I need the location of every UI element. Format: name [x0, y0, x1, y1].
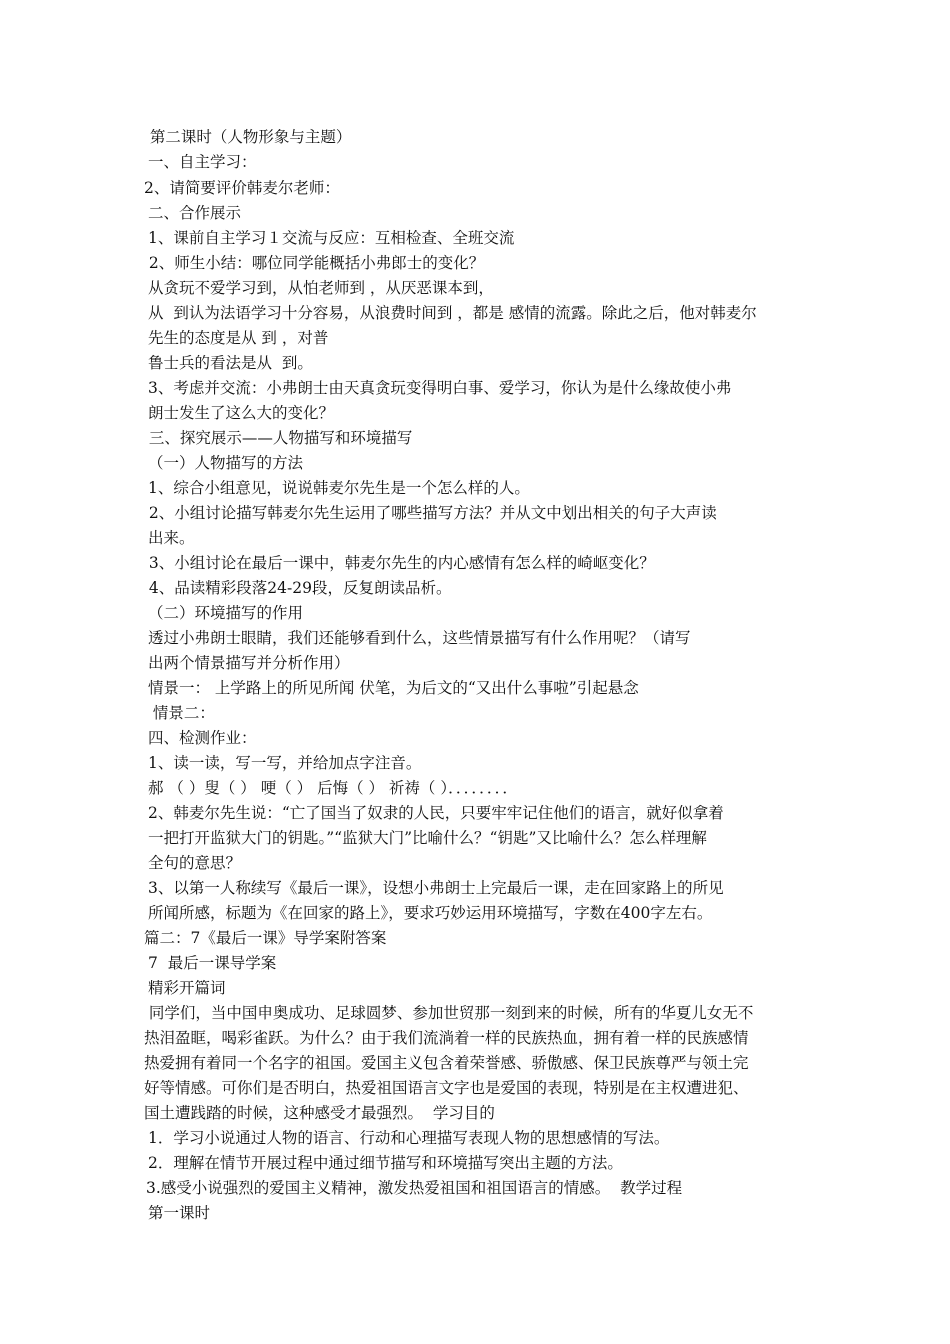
- text-line: 1、课前自主学习１交流与反应：互相检查、全班交流: [148, 229, 515, 247]
- text-line: 热泪盈眶，喝彩雀跃。为什么？由于我们流淌着一样的民族热血，拥有着一样的民族感情: [144, 1029, 749, 1047]
- text-line: 4、品读精彩段落24-29段，反复朗读品析。: [144, 579, 452, 597]
- text-line: 情景一： 上学路上的所见所闻 伏笔，为后文的“又出什么事啦”引起悬念: [148, 679, 639, 697]
- text-line: 郝 （ ）叟（ ） 哽（ ） 后悔（ ） 祈祷（ ）．．．．．．．．: [148, 779, 518, 797]
- section-heading: 精彩开篇词: [148, 979, 226, 997]
- text-line: 1、读一读，写一写，并给加点字注音。: [148, 754, 422, 772]
- text-line: 好等情感。可你们是否明白，热爱祖国语言文字也是爱国的表现，特别是在主权遭进犯、: [144, 1079, 749, 1097]
- text-line: 情景二：: [148, 704, 215, 722]
- document-title: 篇二：7《最后一课》导学案附答案: [144, 929, 387, 947]
- text-line: 2、请简要评价韩麦尔老师：: [144, 179, 340, 197]
- section-heading: 第一课时: [148, 1204, 211, 1222]
- text-line: 国土遭践踏的时候，这种感受才最强烈。 学习目的: [144, 1104, 495, 1122]
- text-line: 一把打开监狱大门的钥匙。”“监狱大门”比喻什么？“钥匙”又比喻什么？怎么样理解: [148, 829, 707, 847]
- text-line: 2、师生小结：哪位同学能概括小弗郎士的变化？: [144, 254, 485, 272]
- text-line: 2、韩麦尔先生说：“亡了国当了奴隶的人民，只要牢牢记住他们的语言，就好似拿着: [148, 804, 724, 822]
- text-line: 2．理解在情节开展过程中通过细节描写和环境描写突出主题的方法。: [148, 1154, 623, 1172]
- text-line: 同学们，当中国申奥成功、足球圆梦、参加世贸那一刻到来的时候，所有的华夏儿女无不: [144, 1004, 754, 1022]
- section-heading: 四、检测作业：: [148, 729, 257, 747]
- text-line: 朗士发生了这么大的变化？: [148, 404, 335, 422]
- section-heading: 一、自主学习：: [148, 153, 257, 171]
- text-line: 3、考虑并交流：小弗朗士由天真贪玩变得明白事、爱学习，你认为是什么缘故使小弗: [148, 379, 732, 397]
- text-line: 1．学习小说通过人物的语言、行动和心理描写表现人物的思想感情的写法。: [148, 1129, 670, 1147]
- section-heading: 二、合作展示: [148, 204, 242, 222]
- lesson-title: 7 最后一课导学案: [148, 954, 277, 972]
- text-line: 鲁士兵的看法是从 到。: [148, 354, 313, 372]
- text-line: 3.感受小说强烈的爱国主义精神，激发热爱祖国和祖国语言的情感。 教学过程: [146, 1179, 683, 1197]
- text-line: 3、小组讨论在最后一课中，韩麦尔先生的内心感情有怎么样的崎岖变化？: [144, 554, 655, 572]
- text-line: 热爱拥有着同一个名字的祖国。爱国主义包含着荣誉感、骄傲感、保卫民族尊严与领土完: [144, 1054, 749, 1072]
- text-line: 3、以第一人称续写《最后一课》，设想小弗朗士上完最后一课，走在回家路上的所见: [148, 879, 724, 897]
- text-line: 先生的态度是从 到 ，对普: [148, 329, 329, 347]
- text-line: 全句的意思？: [148, 854, 242, 872]
- subsection-heading: （二）环境描写的作用: [148, 604, 304, 622]
- text-line: 2、小组讨论描写韩麦尔先生运用了哪些描写方法？并从文中划出相关的句子大声读: [144, 504, 717, 522]
- text-line: 出来。: [148, 529, 195, 547]
- text-line: 从 到认为法语学习十分容易，从浪费时间到 ，都是 感情的流露。除此之后，他对韩麦尔: [148, 304, 757, 322]
- text-line: 出两个情景描写并分析作用）: [148, 654, 350, 672]
- subsection-heading: （一）人物描写的方法: [148, 454, 304, 472]
- lesson-heading: 第二课时（人物形象与主题）: [145, 128, 352, 146]
- text-line: 1、综合小组意见，说说韩麦尔先生是一个怎么样的人。: [148, 479, 530, 497]
- text-line: 从贪玩不爱学习到，从怕老师到 ，从厌恶课本到，: [148, 279, 494, 297]
- section-heading: 三、探究展示——人物描写和环境描写: [144, 429, 413, 447]
- text-line: 透过小弗朗士眼睛，我们还能够看到什么，这些情景描写有什么作用呢？（请写: [148, 629, 691, 647]
- text-line: 所闻所感，标题为《在回家的路上》，要求巧妙运用环境描写，字数在400字左右。: [148, 904, 713, 922]
